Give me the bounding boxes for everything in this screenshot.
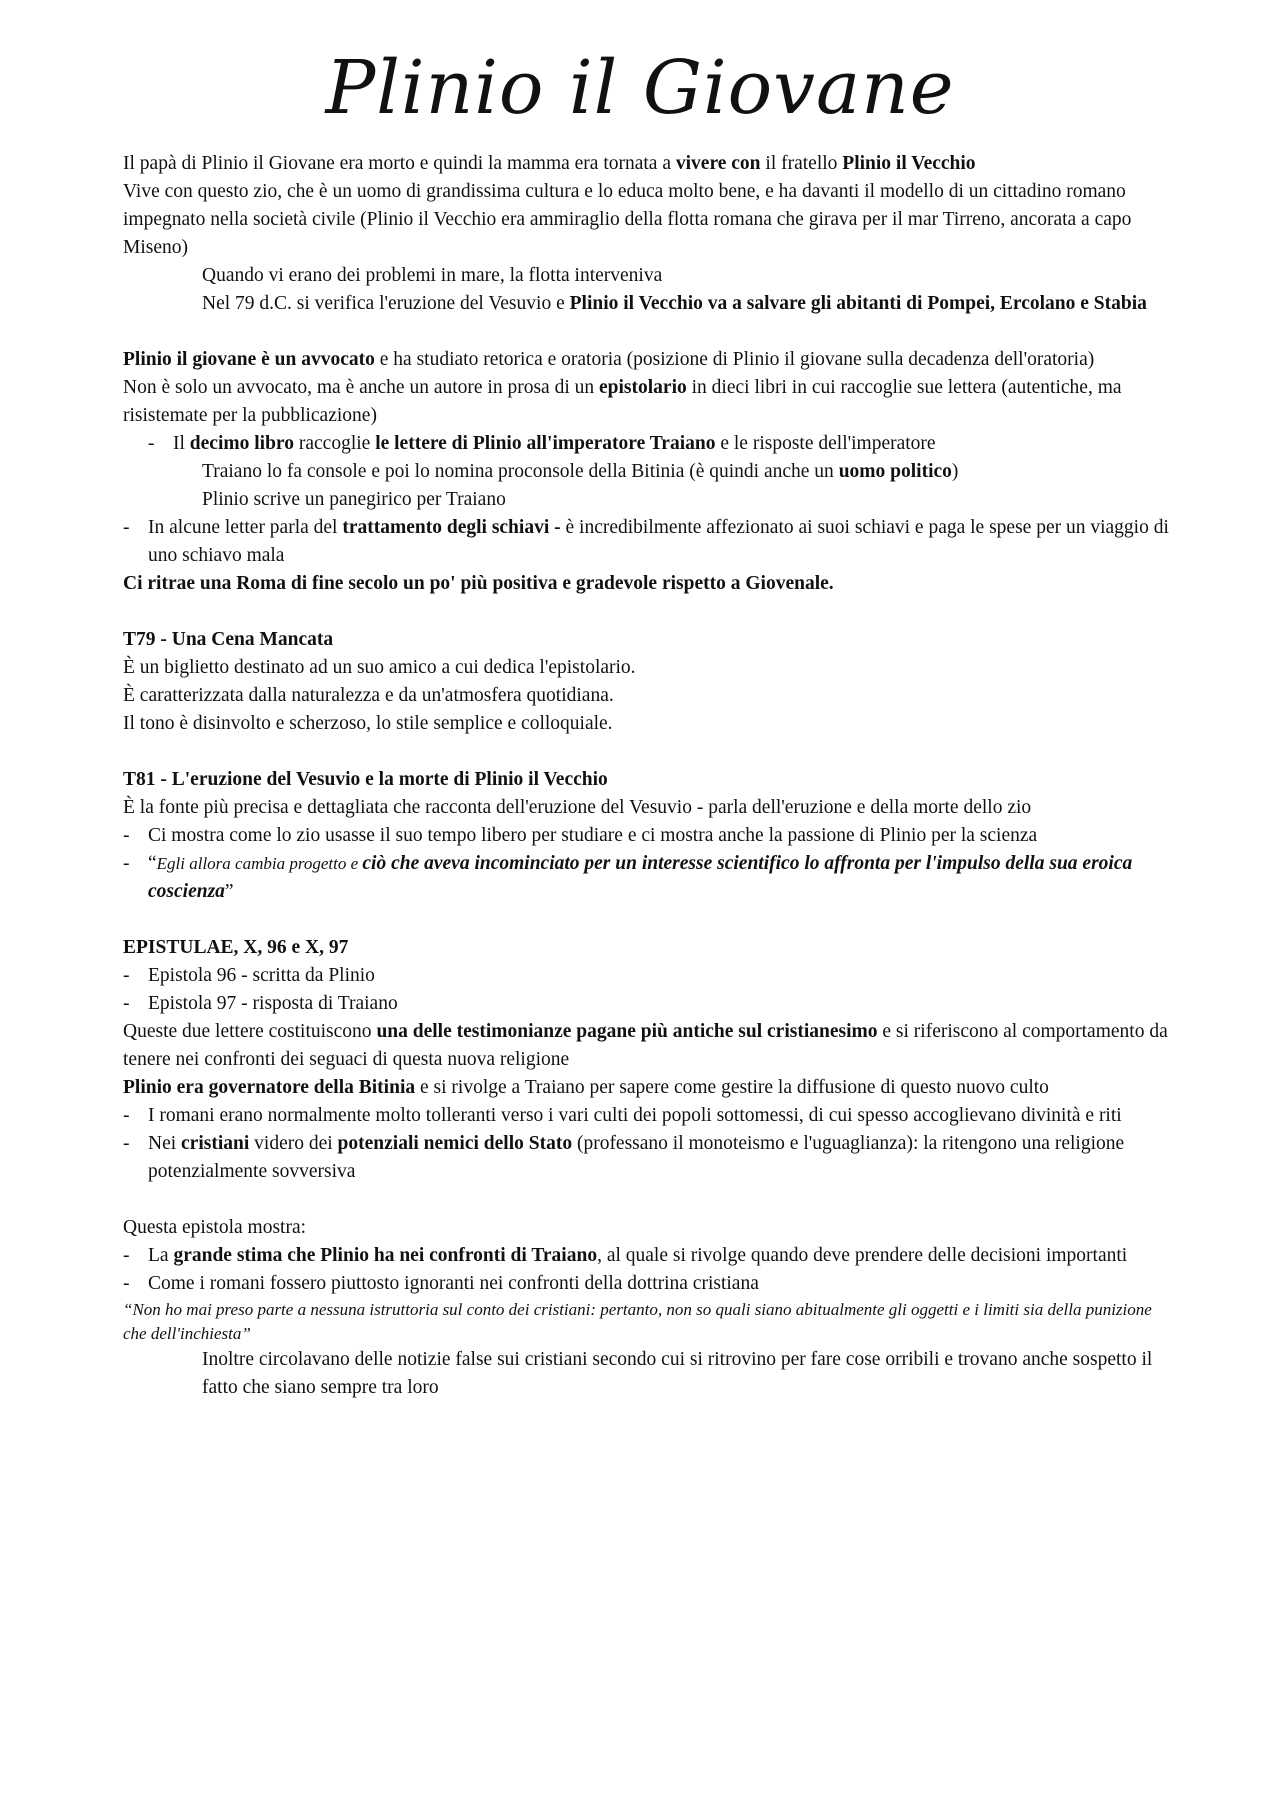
section-heading-t79: T79 - Una Cena Mancata xyxy=(123,629,334,650)
dash-icon: - xyxy=(123,1273,130,1294)
t79-line: È caratterizzata dalla naturalezza e da un'atmosfera quotidiana. xyxy=(123,685,614,706)
spacer xyxy=(123,318,1173,346)
list-item: - In alcune letter parla del trattamento degli schiavi - è incredibilmente affezionato ai suoi schiavi e paga le spese per un viaggio di uno schiavo mala xyxy=(123,514,1173,570)
t79-line: È un biglietto destinato ad un suo amico a cui dedica l'epistolario. xyxy=(123,657,636,678)
t79-line: Il tono è disinvolto e scherzoso, lo stile semplice e colloquiale. xyxy=(123,713,613,734)
spacer xyxy=(123,906,1173,934)
intro-uncle: Vive con questo zio, che è un uomo di grandissima cultura e lo educa molto bene, e ha davanti il modello di un cittadino romano impegnato nella società civile (Plinio il Vecchio era ammiraglio della flotta romana che girava per il mar Tirreno, ancorata a capo Miseno) xyxy=(123,181,1132,258)
list-item: - Nei cristiani videro dei potenziali nemici dello Stato (professano il monoteismo e l'uguaglianza): la ritengono una religione potenzialmente sovversiva xyxy=(123,1130,1173,1186)
list-item: - Epistola 97 - risposta di Traiano xyxy=(123,990,1173,1018)
intro-eruption: Nel 79 d.C. si verifica l'eruzione del Vesuvio e Plinio il Vecchio va a salvare gli abitanti di Pompei, Ercolano e Stabia xyxy=(202,293,1147,314)
list-item: - Come i romani fossero piuttosto ignoranti nei confronti della dottrina cristiana xyxy=(123,1270,1173,1298)
dash-icon: - xyxy=(123,993,130,1014)
mostra-intro: Questa epistola mostra: xyxy=(123,1217,307,1238)
intro-fleet: Quando vi erano dei problemi in mare, la flotta interveniva xyxy=(202,265,663,286)
list-item: - Il decimo libro raccoglie le lettere di Plinio all'imperatore Traiano e le risposte dell'imperatore Traiano lo fa console e poi lo nomina proconsole della Bitinia (è quindi anche un uomo politico) Plinio scrive un panegirico per Traiano xyxy=(148,430,1173,514)
dash-icon: - xyxy=(123,1133,130,1154)
list-item: - I romani erano normalmente molto tolleranti verso i vari culti dei popoli sottomessi, di cui spesso accoglievano divinità e riti xyxy=(123,1102,1173,1130)
epistulae-paragraph: Queste due lettere costituiscono una delle testimonianze pagane più antiche sul cristianesimo e si riferiscono al comportamento da tenere nei confronti dei seguaci di questa nuova religione xyxy=(123,1021,1168,1070)
spacer xyxy=(123,1186,1173,1214)
epistolary-paragraph: Non è solo un avvocato, ma è anche un autore in prosa di un epistolario in dieci libri in cui raccoglie sue lettera (autentiche, ma risistemate per la pubblicazione) xyxy=(123,377,1122,426)
intro-paragraph: Il papà di Plinio il Giovane era morto e quindi la mamma era tornata a vivere con il fratello Plinio il Vecchio xyxy=(123,153,976,174)
dash-icon: - xyxy=(123,517,130,538)
section-heading-epistulae: EPISTULAE, X, 96 e X, 97 xyxy=(123,937,349,958)
dash-icon: - xyxy=(123,825,130,846)
list-item-continuation: Traiano lo fa console e poi lo nomina proconsole della Bitinia (è quindi anche un uomo politico) xyxy=(202,461,959,482)
dash-icon: - xyxy=(123,1105,130,1126)
list-item: - Epistola 96 - scritta da Plinio xyxy=(123,962,1173,990)
t81-line: È la fonte più precisa e dettagliata che racconta dell'eruzione del Vesuvio - parla dell'eruzione e della morte dello zio xyxy=(123,797,1032,818)
epistulae-paragraph: Plinio era governatore della Bitinia e si rivolge a Traiano per sapere come gestire la diffusione di questo nuovo culto xyxy=(123,1077,1049,1098)
notes-body xyxy=(123,150,1173,1402)
page-title: Plinio il Giovane xyxy=(325,45,955,131)
dash-icon: - xyxy=(123,1245,130,1266)
final-note: Inoltre circolavano delle notizie false sui cristiani secondo cui si ritrovino per fare cose orribili e trovano anche sospetto il fatto che siano sempre tra loro xyxy=(202,1349,1153,1398)
list-item: - “Egli allora cambia progetto e ciò che aveva incominciato per un interesse scientifico lo affronta per l'impulso della sua eroica coscienza” xyxy=(123,850,1173,906)
dash-icon: - xyxy=(123,853,130,874)
dash-icon: - xyxy=(123,965,130,986)
closing-statement: Ci ritrae una Roma di fine secolo un po' più positiva e gradevole rispetto a Giovenale. xyxy=(123,573,834,594)
lawyer-paragraph: Plinio il giovane è un avvocato e ha studiato retorica e oratoria (posizione di Plinio il giovane sulla decadenza dell'oratoria) xyxy=(123,349,1095,370)
section-heading-t81: T81 - L'eruzione del Vesuvio e la morte di Plinio il Vecchio xyxy=(123,769,608,790)
dash-icon: - xyxy=(148,433,155,454)
list-item: - La grande stima che Plinio ha nei confronti di Traiano, al quale si rivolge quando deve prendere delle decisioni importanti xyxy=(123,1242,1173,1270)
spacer xyxy=(123,598,1173,626)
list-item-continuation: Plinio scrive un panegirico per Traiano xyxy=(202,489,506,510)
quote: “Non ho mai preso parte a nessuna istruttoria sul conto dei cristiani: pertanto, non so quali siano abitualmente gli oggetti e i limiti sia della punizione che dell'inchiesta” xyxy=(123,1300,1152,1343)
spacer xyxy=(123,738,1173,766)
list-item: - Ci mostra come lo zio usasse il suo tempo libero per studiare e ci mostra anche la passione di Plinio per la scienza xyxy=(123,822,1173,850)
